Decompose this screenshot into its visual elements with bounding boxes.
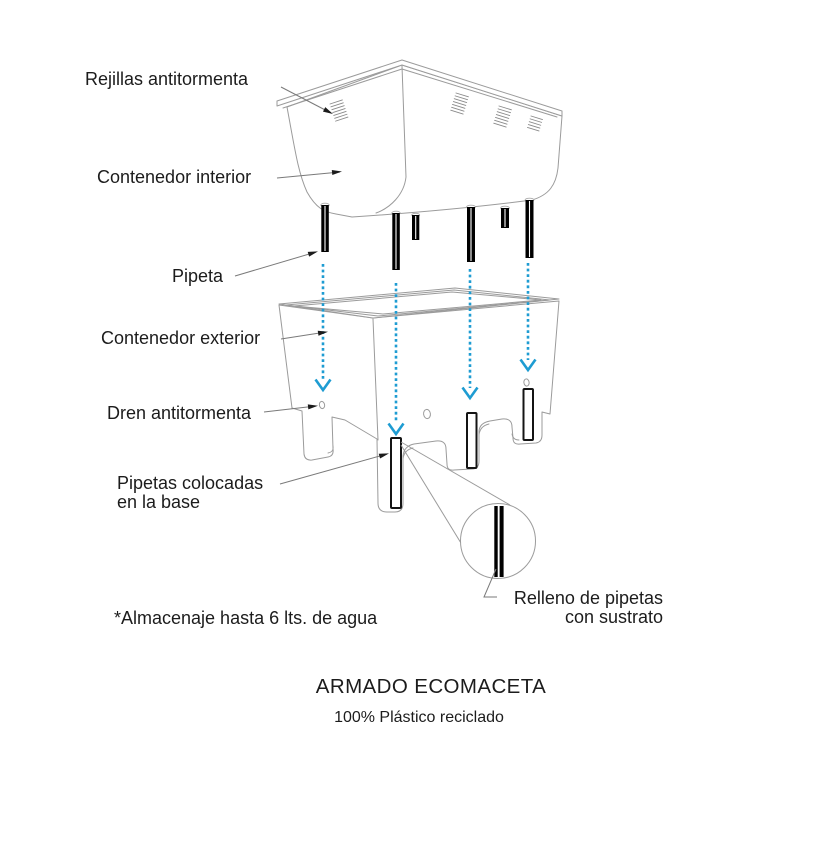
label-contenedor-interior: Contenedor interior [97, 167, 252, 187]
base-pipette-slot [524, 389, 534, 440]
label-relleno-line1: Relleno de pipetas [513, 588, 663, 608]
pipette-bar [392, 211, 400, 270]
pipette-bar [321, 203, 329, 252]
label-pipeta: Pipeta [172, 266, 224, 286]
base-pipette-slot [467, 413, 477, 468]
leader-arrowhead [308, 249, 319, 257]
inner-container [277, 60, 562, 217]
pipette-bar [412, 213, 420, 240]
label-relleno-de-pipetas [514, 589, 663, 627]
storage-note: *Almacenaje hasta 6 lts. de agua [114, 608, 378, 628]
leader-pipeta [235, 249, 319, 276]
base-pipette-slot [391, 438, 401, 508]
pipette-bar [525, 198, 534, 258]
label-relleno-line2: con sustrato [564, 607, 663, 627]
label-rejillas-antitormenta: Rejillas antitormenta [85, 69, 249, 89]
diagram-title: ARMADO ECOMACETA [315, 675, 547, 698]
label-pipetas-colocadas [117, 474, 263, 512]
label-pipetas-colocadas-line2: en la base [117, 492, 201, 512]
label-contenedor-exterior: Contenedor exterior [101, 328, 261, 348]
diagram-subtitle: 100% Plástico reciclado [334, 709, 504, 726]
leader-pipetas-colocadas [280, 451, 390, 484]
pipette-bar [467, 205, 476, 262]
drain-hole [523, 379, 529, 387]
outer-container [279, 288, 559, 512]
detail-circle [461, 504, 536, 579]
label-dren-antitormenta: Dren antitormenta [107, 403, 252, 423]
label-pipetas-colocadas-line1: Pipetas colocadas [117, 473, 264, 493]
pipette-bar [501, 206, 510, 228]
